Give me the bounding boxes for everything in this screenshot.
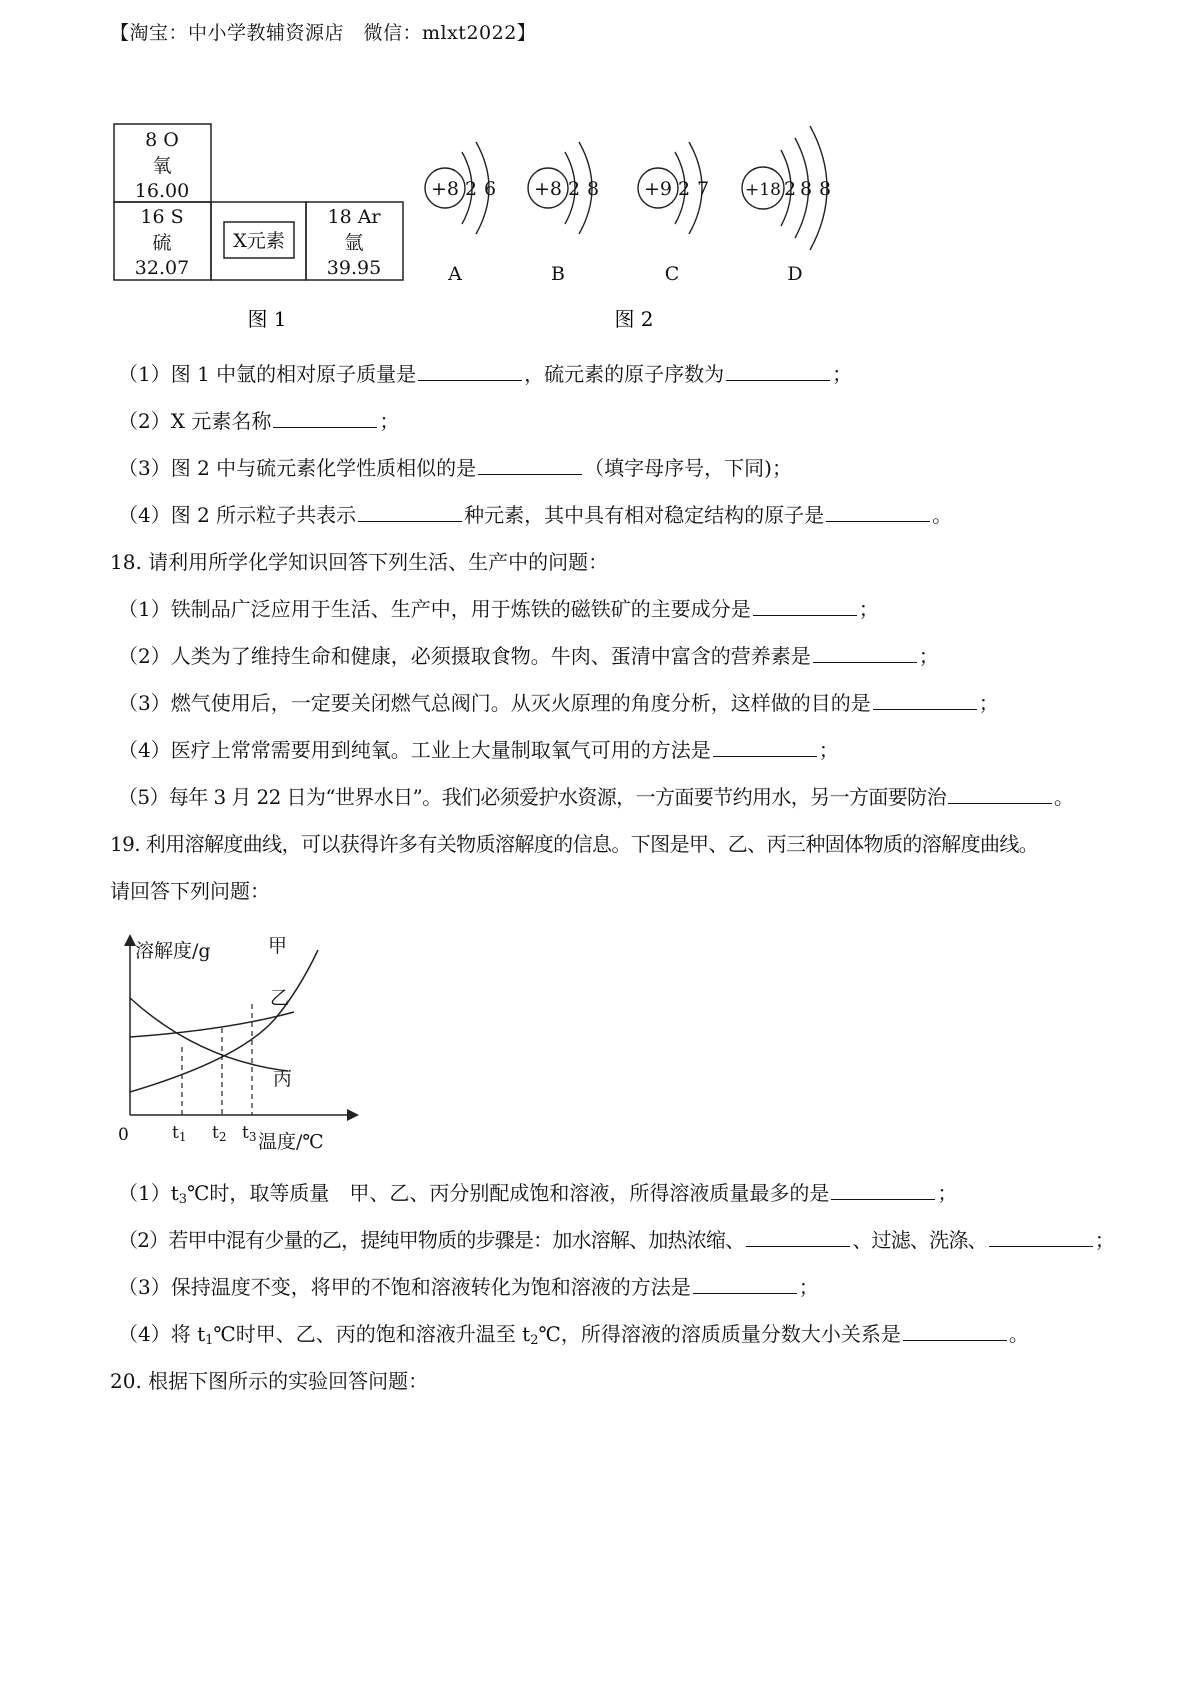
q20-heading: 20. 根据下图所示的实验回答问题：: [110, 1369, 429, 1393]
s-mass: 32.07: [134, 257, 190, 279]
ar-name: 氩: [344, 232, 364, 254]
y-axis-label: 溶解度/g: [135, 940, 211, 962]
o-mass: 16.00: [134, 180, 190, 202]
atom-a-shell2: 6: [483, 178, 497, 200]
tick-t3: t3: [242, 1123, 257, 1144]
q19-heading-2: 请回答下列问题：: [110, 879, 270, 903]
q18-line-4: （4）医疗上常常需要用到纯氧。工业上大量制取氧气可用的方法是 ；: [118, 738, 839, 762]
q18-heading: 18. 请利用所学化学知识回答下列生活、生产中的问题：: [110, 550, 609, 574]
answer-blank: [358, 503, 462, 522]
ar-mass: 39.95: [326, 257, 382, 279]
answer-blank: [989, 1228, 1093, 1247]
q19-heading: 19. 利用溶解度曲线，可以获得许多有关物质溶解度的信息。下图是甲、乙、丙三种固体物质的溶解度曲线。: [110, 832, 1039, 856]
q17-line-4: （4）图 2 所示粒子共表示 种元素，其中具有相对稳定结构的原子是 。: [118, 503, 953, 527]
figure-2: [420, 100, 860, 332]
answer-blank: [273, 409, 377, 428]
atom-b-label: B: [551, 263, 565, 285]
ar-number: 18 Ar: [327, 206, 381, 228]
watermark: 【淘宝：中小学教辅资源店 微信：mlxt2022】: [110, 22, 537, 44]
q18-line-2: （2）人类为了维持生命和健康，必须摄取食物。牛肉、蛋清中富含的营养素是 ；: [118, 644, 939, 668]
tick-t2: t2: [212, 1123, 227, 1144]
atom-b-nucleus: +8: [533, 178, 563, 200]
atom-d-nucleus: +18: [745, 180, 781, 200]
atom-c-shell2: 7: [696, 178, 710, 200]
answer-blank: [831, 1181, 935, 1200]
figure-1: [112, 122, 412, 332]
figure-2-caption: 图 2: [614, 307, 654, 331]
s-name: 硫: [152, 232, 172, 254]
o-number: 8 O: [145, 129, 179, 151]
atom-c-nucleus: +9: [643, 178, 673, 200]
atom-c-shell1: 2: [677, 178, 691, 200]
series-label-bing: 丙: [273, 1068, 293, 1090]
q18-line-1: （1）铁制品广泛应用于生活、生产中，用于炼铁的磁铁矿的主要成分是 ；: [118, 597, 879, 621]
atom-d-shell2: 8: [799, 178, 813, 200]
answer-blank: [826, 503, 930, 522]
atom-a-shell1: 2: [464, 178, 478, 200]
q19-line-2: （2）若甲中混有少量的乙，提纯甲物质的步骤是：加水溶解、加热浓缩、 、过滤、洗涤、 ；: [118, 1228, 1114, 1252]
origin-label: 0: [118, 1125, 129, 1145]
answer-blank: [693, 1275, 797, 1294]
solubility-chart: [118, 930, 378, 1150]
answer-blank: [813, 644, 917, 663]
q19-line-1: $(1)t_3℃$时，取等质量 甲、乙、丙分别配成饱和溶液，所得溶液质量最多的是 ；: [118, 1181, 958, 1207]
o-name: 氧: [152, 155, 172, 177]
q19-line-3: （3）保持温度不变，将甲的不饱和溶液转化为饱和溶液的方法是 ；: [118, 1275, 819, 1299]
answer-blank: [418, 362, 522, 381]
atom-b-shell2: 8: [586, 178, 600, 200]
answer-blank: [726, 362, 830, 381]
s-number: 16 S: [140, 206, 184, 228]
q17-line-3: （3）图 2 中与硫元素化学性质相似的是 （填字母序号，下同)；: [118, 456, 792, 480]
answer-blank: [753, 597, 857, 616]
figure-1-caption: 图 1: [247, 307, 287, 331]
q19-line-4: （4）将 $t_1℃$时甲、乙、丙的饱和溶液升温至 $t_2℃$，所得溶液的溶质质量分数大小关系是 。: [118, 1322, 1029, 1348]
atom-b-shell1: 2: [567, 178, 581, 200]
atom-c-label: C: [664, 263, 680, 285]
series-label-yi: 乙: [270, 987, 290, 1009]
answer-blank: [948, 785, 1052, 804]
answer-blank: [713, 738, 817, 757]
answer-blank: [903, 1322, 1007, 1341]
atom-a-nucleus: +8: [430, 178, 460, 200]
answer-blank: [478, 456, 582, 475]
tick-t1: t1: [172, 1123, 187, 1144]
atom-d-shell1: 2: [783, 178, 797, 200]
atom-d-label: D: [787, 263, 803, 285]
x-element-label: X元素: [233, 230, 285, 252]
q18-line-3: （3）燃气使用后，一定要关闭燃气总阀门。从灭火原理的角度分析，这样做的目的是 ；: [118, 691, 999, 715]
q17-line-2: （2）X 元素名称 ；: [118, 409, 400, 433]
atom-d-shell3: 8: [818, 178, 832, 200]
answer-blank: [873, 691, 977, 710]
q18-line-5: （5）每年 3 月 22 日为“世界水日”。我们必须爱护水资源，一方面要节约用水，另一方面要防治 。: [118, 785, 1074, 809]
x-axis-label: 温度/℃: [258, 1131, 324, 1150]
series-label-jia: 甲: [268, 935, 288, 957]
atom-a-label: A: [448, 263, 462, 285]
answer-blank: [746, 1228, 850, 1247]
q17-line-1: （1）图 1 中氩的相对原子质量是 ，硫元素的原子序数为 ；: [118, 362, 853, 386]
